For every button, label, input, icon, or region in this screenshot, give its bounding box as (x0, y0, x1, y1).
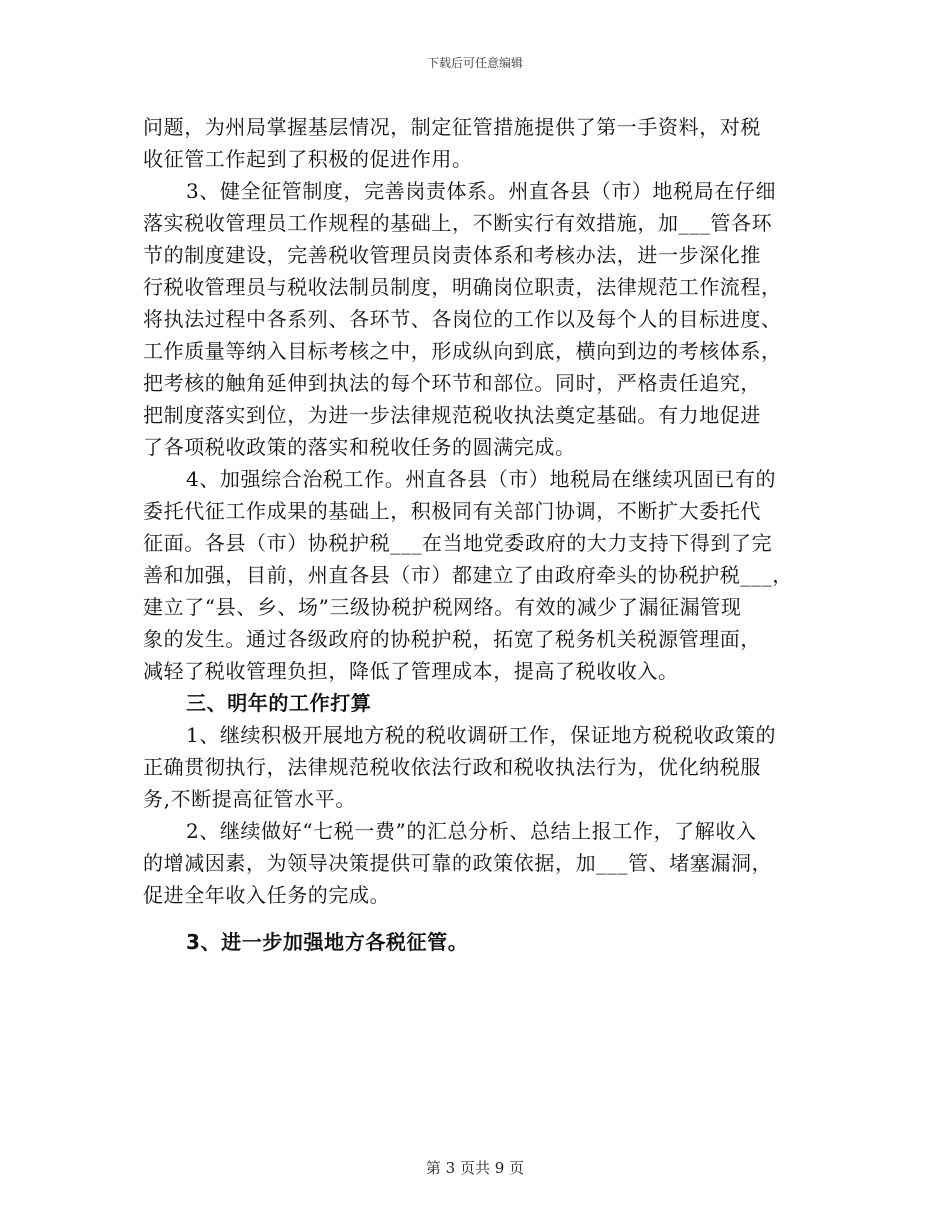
body-line: 建立了“县、乡、场”三级协税护税网络。有效的减少了漏征漏管现 (143, 595, 742, 619)
body-line: 收征管工作起到了积极的促进作用。 (143, 147, 473, 171)
body-line: 象的发生。通过各级政府的协税护税，拓宽了税务机关税源管理面， (143, 627, 761, 651)
body-line: 将执法过程中各系列、各环节、各岗位的工作以及每个人的目标进度、 (143, 307, 782, 331)
body-line: 3、健全征管制度，完善岗责体系。州直各县（市）地税局在仔细 (186, 179, 777, 203)
body-line: 把考核的触角延伸到执法的每个环节和部位。同时，严格责任追究， (143, 371, 761, 395)
body-line: 减轻了税收管理负担，降低了管理成本，提高了税收收入。 (143, 659, 679, 683)
body-line: 节的制度建设，完善税收管理员岗责体系和考核办法，进一步深化推 (143, 243, 761, 267)
body-line: 行税收管理员与税收法制员制度，明确岗位职责，法律规范工作流程， (143, 275, 782, 299)
page-footer: 第 3 页共 9 页 (425, 1159, 525, 1177)
body-line: 4、加强综合治税工作。州直各县（市）地税局在继续巩固已有的 (186, 467, 777, 491)
body-line: 务,不断提高征管水平。 (143, 787, 356, 811)
document-body (143, 111, 813, 958)
body-line: 1、继续积极开展地方税的税收调研工作，保证地方税税收政策的 (186, 723, 777, 747)
body-line: 的增减因素，为领导决策提供可靠的政策依据，加___管、堵塞漏洞， (143, 851, 773, 875)
body-line: 把制度落实到位，为进一步法律规范税收执法奠定基础。有力地促进 (143, 403, 761, 427)
body-line: 正确贯彻执行，法律规范税收依法行政和税收执法行为，优化纳税服 (143, 755, 761, 779)
body-line: 委托代征工作成果的基础上，积极同有关部门协调，不断扩大委托代 (143, 499, 761, 523)
page-header: 下载后可任意编辑 (426, 56, 523, 70)
body-line: 了各项税收政策的落实和税收任务的圆满完成。 (143, 435, 576, 459)
section-heading: 三、明年的工作打算 (186, 691, 372, 715)
body-line: 工作质量等纳入目标考核之中，形成纵向到底，横向到边的考核体系， (143, 339, 782, 363)
body-line: 落实税收管理员工作规程的基础上，不断实行有效措施，加___管各环 (143, 211, 773, 235)
body-line: 问题，为州局掌握基层情况，制定征管措施提供了第一手资料，对税 (143, 115, 761, 139)
sub-heading: 3、进一步加强地方各税征管。 (186, 930, 469, 954)
body-line: 促进全年收入任务的完成。 (143, 883, 391, 907)
body-line: 2、继续做好“七税一费”的汇总分析、总结上报工作，了解收入 (186, 819, 757, 843)
body-line: 征面。各县（市）协税护税___在当地党委政府的大力支持下得到了完 (143, 531, 773, 555)
body-line: 善和加强，目前，州直各县（市）都建立了由政府牵头的协税护税___， (143, 563, 793, 587)
